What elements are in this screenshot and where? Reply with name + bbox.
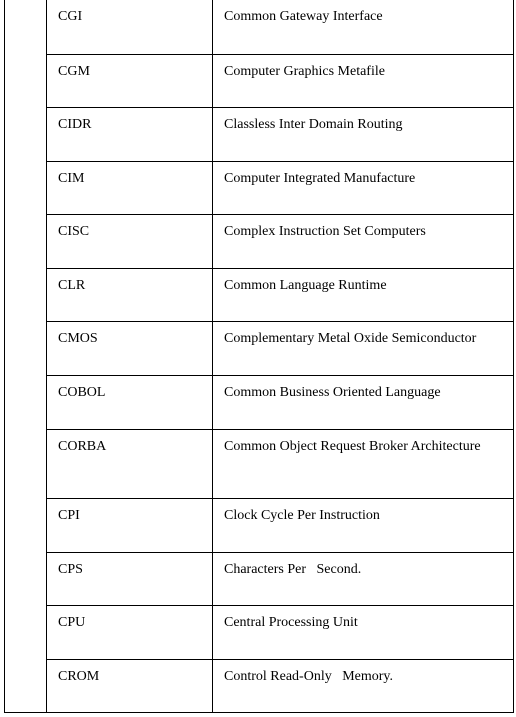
table-row <box>47 606 513 660</box>
abbreviations-table <box>4 0 514 713</box>
table-row <box>47 430 513 499</box>
full-form-cell: Characters Per Second. <box>224 562 362 577</box>
abbreviation-cell: CPU <box>47 606 213 659</box>
full-form-cell: Computer Integrated Manufacture <box>224 171 416 186</box>
table-row <box>47 0 513 55</box>
full-form-cell: Classless Inter Domain Routing <box>224 117 403 132</box>
table-row <box>47 499 513 553</box>
abbreviation-cell: CIM <box>47 162 213 214</box>
abbreviation-cell: COBOL <box>47 376 213 429</box>
table-row <box>47 322 513 376</box>
abbreviation-cell: CISC <box>47 215 213 268</box>
full-form-cell: Common Business Oriented Language <box>224 385 441 400</box>
table-row <box>47 269 513 322</box>
abbreviation-cell: CPI <box>47 499 213 552</box>
full-form-cell: Computer Graphics Metafile <box>224 64 385 79</box>
abbreviation-cell: CLR <box>47 269 213 321</box>
table-row <box>47 108 513 162</box>
table-row <box>47 376 513 430</box>
empty-index-column <box>5 0 47 712</box>
table-row <box>47 215 513 269</box>
full-form-cell: Central Processing Unit <box>224 615 358 630</box>
full-form-cell: Control Read-Only Memory. <box>224 669 394 684</box>
abbreviation-cell: CORBA <box>47 430 213 498</box>
full-form-cell: Clock Cycle Per Instruction <box>224 508 380 523</box>
abbreviation-cell: CIDR <box>47 108 213 161</box>
table-row <box>47 55 513 108</box>
full-form-cell: Common Object Request Broker Architecture <box>224 439 481 454</box>
abbreviation-cell: CPS <box>47 553 213 605</box>
table-row <box>47 660 513 712</box>
table-row <box>47 162 513 215</box>
table-row <box>47 553 513 606</box>
full-form-cell: Complex Instruction Set Computers <box>224 224 426 239</box>
abbreviation-cell: CROM <box>47 660 213 712</box>
full-form-cell: Common Language Runtime <box>224 278 387 293</box>
full-form-cell: Common Gateway Interface <box>224 9 383 24</box>
full-form-cell: Complementary Metal Oxide Semiconductor <box>224 331 477 346</box>
abbreviation-cell: CGM <box>47 55 213 107</box>
abbreviation-cell: CMOS <box>47 322 213 375</box>
abbreviation-cell: CGI <box>47 0 213 54</box>
